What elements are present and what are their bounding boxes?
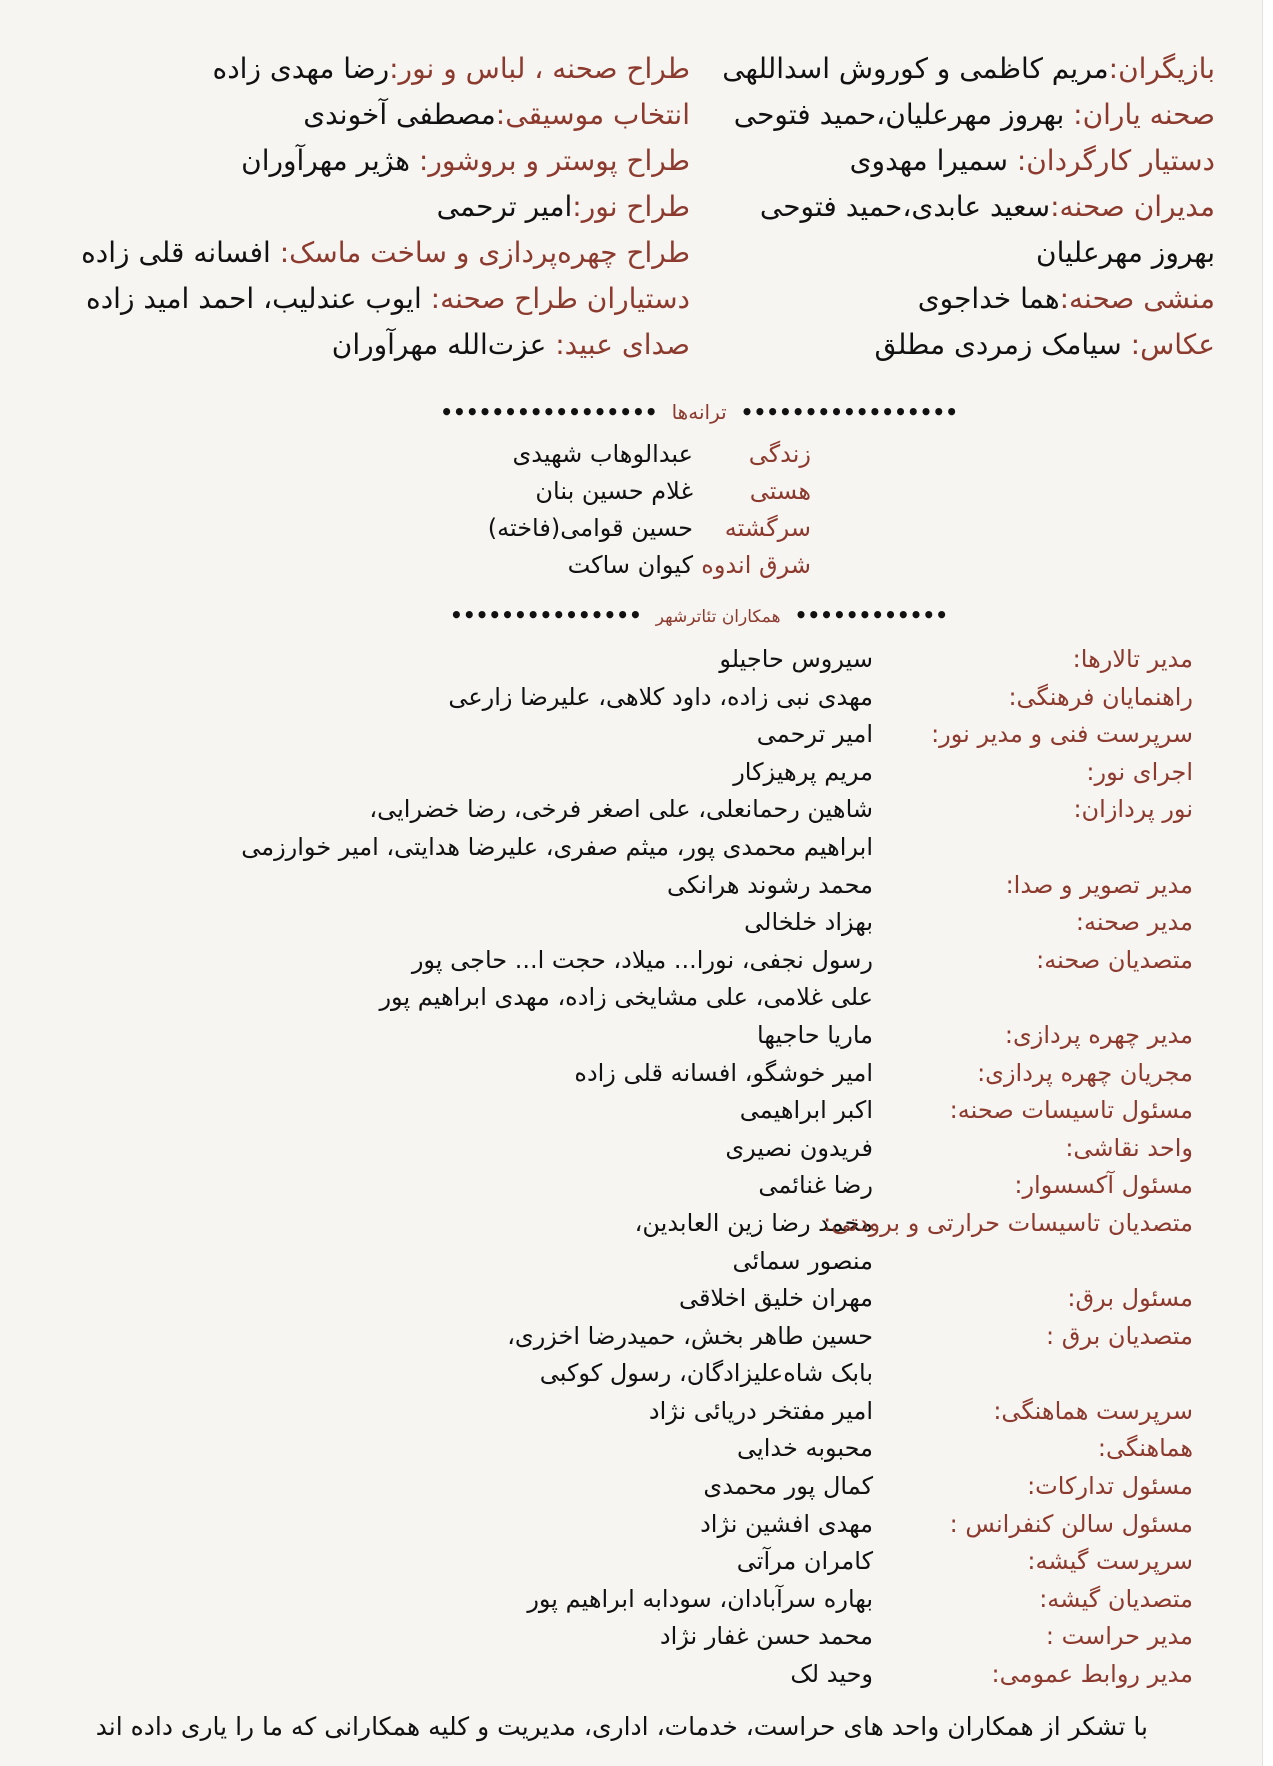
staff-role: سرپرست فنی و مدیر نور: [931, 720, 1193, 749]
staff-role: سرپرست هماهنگی: [993, 1396, 1193, 1425]
staff-names: بابک شاه‌علیزادگان، رسول کوکبی [539, 1359, 873, 1388]
credit-role: دستیاران طراح صحنه: [430, 282, 690, 315]
staff-role: سرپرست گیشه: [1027, 1547, 1193, 1576]
staff-row [13, 904, 1193, 942]
credit-role: عکاس: [1130, 328, 1215, 361]
staff-names: مهدی نبی زاده، داود کلاهی، علیرضا زارعی [448, 682, 873, 711]
staff-role: راهنمایان فرهنگی: [1008, 682, 1193, 711]
staff-role: متصدیان گیشه: [1039, 1584, 1193, 1613]
staff-names: بهاره سرآبادان، سودابه ابراهیم پور [527, 1584, 873, 1613]
staff-row [13, 641, 1193, 679]
staff-row [13, 1130, 1193, 1168]
staff-names: کامران مرآتی [736, 1547, 873, 1576]
credit-name: مریم کاظمی و کوروش اسداللهی [722, 52, 1109, 85]
staff-names: حسین طاهر بخش، حمیدرضا اخزری، [507, 1321, 873, 1350]
credit-name: مصطفی آخوندی [303, 98, 496, 131]
song-title: هستی [749, 477, 811, 505]
staff-row [13, 1055, 1193, 1093]
credit-name: امیر ترحمی [436, 190, 573, 223]
credit-role: صحنه یاران: [1073, 98, 1215, 131]
credit-name: عزت‌الله مهرآوران [331, 328, 547, 361]
staff-row [13, 1468, 1193, 1506]
staff-names: بهزاد خلخالی [744, 908, 873, 937]
staff-row [13, 1318, 1193, 1393]
credit-name: افسانه قلی زاده [81, 236, 271, 269]
staff-role: متصدیان صحنه: [1036, 945, 1193, 974]
song-item [488, 440, 811, 477]
staff-role: مدیر حراست : [1045, 1622, 1193, 1651]
staff-row [13, 1017, 1193, 1055]
staff-role: متصدیان تاسیسات حرارتی و برودتی: [823, 1208, 1193, 1237]
staff-row [13, 1393, 1193, 1431]
divider-dots: •••••••••••• [794, 603, 948, 627]
credit-name: هما خداجوی [917, 282, 1060, 315]
song-artist: غلام حسین بنان [535, 477, 693, 505]
staff-row [13, 716, 1193, 754]
credit-role: مدیران صحنه: [1050, 190, 1215, 223]
staff-role: مدیر روابط عمومی: [991, 1660, 1193, 1689]
staff-row [13, 942, 1193, 1017]
credit-role: انتخاب موسیقی: [495, 98, 690, 131]
page-edge [1262, 0, 1273, 1766]
staff-names: فریدون نصیری [725, 1133, 873, 1162]
staff-names: رضا غنائمی [758, 1171, 873, 1200]
staff-role: اجرای نور: [1086, 757, 1193, 786]
credit-name: سیامک زمردی مطلق [874, 328, 1122, 361]
song-artist: عبدالوهاب شهیدی [512, 440, 693, 468]
staff-names: محبوبه خدایی [737, 1434, 873, 1463]
staff-role: مدیر صحنه: [1075, 908, 1193, 937]
staff-names: محمد حسن غفار نژاد [659, 1622, 873, 1651]
staff-row [13, 1543, 1193, 1581]
credit-role: صدای عبید: [555, 328, 690, 361]
staff-row [13, 791, 1193, 866]
staff-names: امیر خوشگو، افسانه قلی زاده [574, 1058, 873, 1087]
credit-row [55, 190, 1215, 236]
credit-row [55, 236, 1215, 282]
credit-role: طراح نور: [572, 190, 690, 223]
staff-names: منصور سمائی [732, 1246, 873, 1275]
song-title: شرق اندوه [701, 551, 811, 579]
staff-names: سیروس حاجیلو [719, 645, 873, 673]
credit-role: بازیگران: [1108, 52, 1215, 85]
staff-role: مسئول تدارکات: [1027, 1472, 1193, 1501]
staff-role: مسئول تاسیسات صحنه: [949, 1096, 1193, 1125]
staff-names: مهدی افشین نژاد [700, 1509, 873, 1538]
credit-row [55, 52, 1215, 98]
credit-role: طراح صحنه ، لباس و نور: [389, 52, 690, 85]
production-credits [55, 52, 1215, 374]
staff-row [13, 1618, 1193, 1656]
divider-dots: ••••••••••••••• [450, 603, 642, 627]
song-title: زندگی [748, 440, 811, 468]
song-artist: حسین قوامی(فاخته) [487, 514, 693, 542]
credit-name: رضا مهدی زاده [212, 52, 390, 85]
staff-names: رسول نجفی، نورا... میلاد، حجت ا... حاجی پور [411, 945, 873, 974]
credit-name: بهروز مهرعلیان،حمید فتوحی [733, 98, 1065, 131]
credit-name: سمیرا مهدوی [849, 144, 1008, 177]
divider-dots: ••••••••••••••••• [440, 400, 658, 424]
song-item [488, 551, 811, 588]
divider-dots: ••••••••••••••••• [740, 400, 958, 424]
staff-names: محمد رضا زین العابدین، [634, 1208, 873, 1237]
song-item [488, 514, 811, 551]
credit-name: هژیر مهرآوران [241, 144, 411, 177]
staff-divider [450, 603, 948, 627]
staff-row [13, 1167, 1193, 1205]
credit-row [55, 98, 1215, 144]
staff-role: مجریان چهره پردازی: [977, 1058, 1193, 1087]
staff-role: مسئول برق: [1067, 1284, 1193, 1313]
staff-role: واحد نقاشی: [1065, 1133, 1193, 1162]
song-item [488, 477, 811, 514]
staff-row [13, 1280, 1193, 1318]
credit-role: طراح پوستر و بروشور: [418, 144, 690, 177]
staff-row [13, 1506, 1193, 1544]
staff-row [13, 867, 1193, 905]
staff-role: نور پردازان: [1073, 795, 1193, 824]
song-artist: کیوان ساکت [567, 551, 693, 579]
staff-row [13, 1656, 1193, 1694]
song-title: سرگشته [724, 514, 811, 542]
staff-role: مسئول آکسسوار: [1014, 1171, 1193, 1200]
staff-names: امیر مفتخر دریائی نژاد [648, 1396, 873, 1425]
staff-row [13, 1430, 1193, 1468]
credit-name: سعید عابدی،حمید فتوحی [759, 190, 1051, 223]
staff-role: متصدیان برق : [1045, 1321, 1193, 1350]
credit-role: طراح چهره‌پردازی و ساخت ماسک: [279, 236, 690, 269]
songs-list [488, 440, 811, 588]
credit-name: ایوب عندلیب، احمد امید زاده [86, 282, 422, 315]
staff-row [13, 1205, 1193, 1280]
staff-names: مریم پرهیزکار [733, 757, 873, 786]
credit-row [55, 282, 1215, 328]
staff-row [13, 754, 1193, 792]
staff-role: مدیر تصویر و صدا: [1005, 870, 1193, 899]
staff-names: امیر ترحمی [756, 720, 873, 749]
songs-heading: ترانه‌ها [671, 400, 727, 424]
staff-row [13, 679, 1193, 717]
staff-names: ابراهیم محمدی پور، میثم صفری، علیرضا هدایتی، امیر خوارزمی [241, 832, 873, 861]
thanks-note: با تشکر از همکاران واحد های حراست، خدمات، اداری، مدیریت و کلیه همکارانی که ما را یاری داده اند [95, 1712, 1148, 1741]
staff-names: مهران خلیق اخلاقی [678, 1284, 873, 1313]
songs-divider [440, 400, 958, 424]
staff-names: علی غلامی، علی مشایخی زاده، مهدی ابراهیم پور [379, 983, 873, 1012]
staff-names: محمد رشوند هرانکی [667, 870, 873, 899]
staff-role: مدیر چهره پردازی: [1004, 1020, 1193, 1049]
staff-row [13, 1581, 1193, 1619]
staff-role: هماهنگی: [1097, 1434, 1193, 1463]
staff-role: مسئول سالن کنفرانس : [949, 1509, 1193, 1538]
staff-names: ماریا حاجیها [757, 1020, 873, 1049]
staff-names: کمال پور محمدی [703, 1472, 873, 1501]
staff-role: مدیر تالارها: [1072, 645, 1193, 673]
staff-row [13, 1092, 1193, 1130]
theatre-staff-list [13, 641, 1193, 1694]
credit-role: منشی صحنه: [1059, 282, 1215, 315]
staff-names: اکبر ابراهیمی [739, 1096, 873, 1125]
credit-row [55, 328, 1215, 374]
staff-names: شاهین رحمانعلی، علی اصغر فرخی، رضا خضرایی، [369, 795, 873, 824]
staff-heading: همکاران تئاترشهر [655, 607, 781, 627]
credit-role: دستیار کارگردان: [1016, 144, 1215, 177]
credit-row [55, 144, 1215, 190]
staff-names: وحید لک [790, 1660, 873, 1689]
credit-name: بهروز مهرعلیان [1036, 236, 1215, 269]
